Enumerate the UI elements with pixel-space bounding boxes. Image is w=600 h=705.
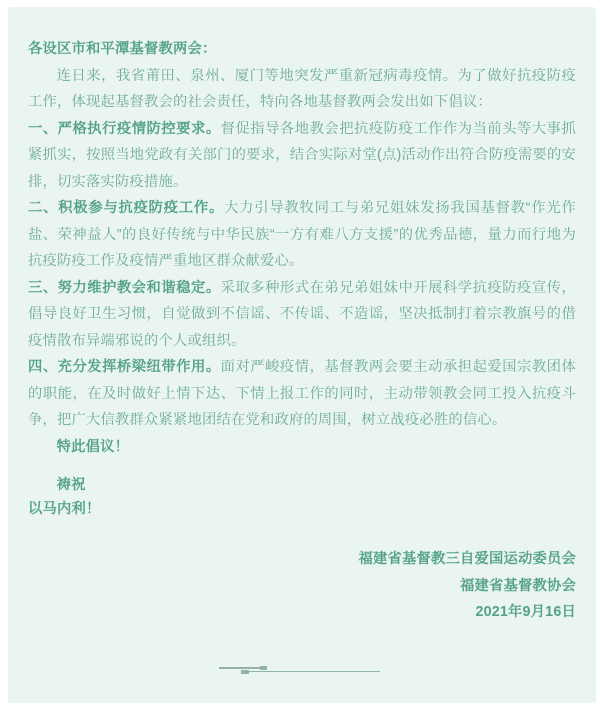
item-3-body: 采取多种形式在弟兄弟姐妹中开展科学抗疫防疫宣传，倡导良好卫生习惯，自觉做到不信谣、不传谣、不造谣，坚决抵制打着宗教旗号的借疫情散布异端邪说的个人或组织。 [28, 279, 576, 349]
letter-content [8, 7, 596, 626]
signature-date: 2021年9月16日 [475, 604, 576, 620]
blessing-line-2: 以马内利！ [28, 500, 101, 517]
letter-panel [8, 7, 596, 703]
divider-line-bottom [241, 671, 380, 672]
signature-org-1: 福建省基督教三自爱国运动委员会 [358, 551, 576, 567]
item-2-heading: 二、积极参与抗疫防疫工作。 [28, 200, 225, 216]
item-1-body: 督促指导各地教会把抗疫防疫工作作为当前头等大事抓紧抓实，按照当地党政有关部门的要求，结合实际对堂(点)活动作出符合防疫需要的安排，切实落实防疫措施。 [28, 120, 576, 190]
salutation: 各设区市和平潭基督教两会： [28, 41, 217, 57]
item-4-heading: 四、充分发挥桥梁纽带作用。 [28, 359, 221, 375]
item-3 [28, 275, 576, 355]
signature-org-2: 福建省基督教协会 [460, 577, 576, 594]
item-4-body: 面对严峻疫情，基督教两会要主动承担起爱国宗教团体的职能，在及时做好上情下达、下情上报工作的同时，主动带领教会同工投入抗疫斗争，把广大信教群众紧紧地团结在党和政府的周围，树立战疫必胜的信心。 [28, 359, 576, 428]
blessing-line-1: 祷祝 [56, 477, 86, 493]
item-2-body: 大力引导教牧同工与弟兄姐妹发扬我国基督教“作光作盐、荣神益人”的良好传统与中华民族“一方有难八方支援”的优秀品德，量力而行地为抗疫防疫工作及疫情严重地区群众献爱心。 [28, 200, 576, 269]
item-1 [28, 116, 576, 196]
divider-ornament [8, 662, 596, 682]
closing-line: 特此倡议！ [56, 438, 130, 455]
divider-block-bottom [241, 670, 249, 674]
item-3-heading: 三、努力维护教会和谐稳定。 [28, 279, 221, 296]
divider-block-top [260, 666, 267, 670]
item-1-heading: 一、严格执行疫情防控要求。 [28, 120, 221, 137]
intro-paragraph: 连日来，我省莆田、泉州、厦门等地突发严重新冠病毒疫情。为了做好抗疫防疫工作，体现起基督教会的社会责任，特向各地基督教两会发出如下倡议： [28, 67, 576, 110]
item-2 [28, 195, 576, 275]
item-4 [28, 354, 576, 434]
signature-block [28, 546, 576, 626]
